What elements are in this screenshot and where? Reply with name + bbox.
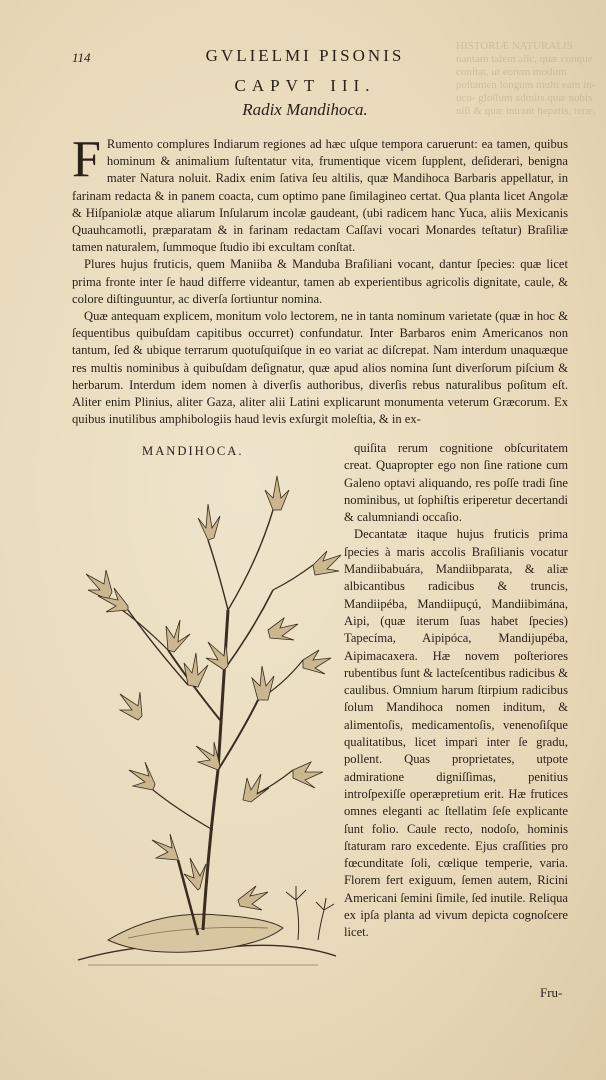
page-number: 114: [72, 50, 91, 65]
paragraph-3: Quæ antequam explicem, monitum volo lectorem, ne in tanta nominum varietate (quæ in hoc & ſequentibus quibuſdam capitibus occurret) confundatur. Inter Barbaros enim Americanos non tantum, ſed & ubique terrarum quotuſquiſque in eo variat ac diſcrepat. Nam interdum unaquæque res multis nominibus à quibuſdam deſignatur, quæ apud alios nomina ſunt diverſorum piſcium & herbarum. Interdum idem nomen à diverſis authoribus, diverſis rebus naturalibus poſitum eſt. Aliter enim Plinius, aliter Gaza, aliter alii Latini explicarunt monumenta veterum Græcorum. Ex quibus inutilibus amphibologiis haud levis exſurgit moleſtia, & in ex-: [72, 309, 568, 427]
paragraph-1: Rumento complures Indiarum regiones ad hæc uſque tempora caruerunt: ea tamen, quibus hominum & animalium ſuſtentatur vita, frumentique vicem ſupplent, deſiderari, benigna mater Natura noluit. Radix enim ſativa ſeu altilis, quæ Mandihoca Barbaris appellatur, in farinam redacta & in panem coacta, cum optimo pane ſimilagineo certat. Qua planta licet Angolæ & Hiſpaniolæ atque aliarum Inſularum incolæ gaudeant, (ubi radicem hanc Yuca, aliis Mexicanis Quauhcamotli, præparatam & in farinam redactam Caſſavi vocari Monardes teſtatur) Braſiliæ tamen naturalem, ſummoque ſtudio ibi excultam conſtat.: [72, 137, 568, 255]
right-column-text: [344, 440, 568, 942]
catchword: Fru-: [540, 985, 563, 1000]
running-head: GVLIELMI PISONIS: [205, 46, 405, 65]
paragraph-2: Plures hujus fruticis, quem Maniiba & Manduba Braſiliani vocant, dantur ſpecies: quæ licet prima fronte inter ſe haud differre videantur, tamen ab experientibus agricolis dignitate, caule, & colore diſtinguuntur, ac diverſa ſortiuntur nomina.: [72, 257, 568, 306]
main-text-block: [72, 131, 568, 428]
column-paragraph-1: quiſita rerum cognitione obſcuritatem creat. Quapropter ego non ſine ratione cum Galeno optavi aliquando, res poſſe tradi ſine nominibus, ut ſophiſtis eriperetur decertandi & calumniandi occaſio.: [344, 441, 568, 525]
column-paragraph-2: Decantatæ itaque hujus fruticis prima ſpecies à maris accolis Braſilianis vocatur Mandiibabuára, Mandiibparata, & aliæ albicantibus radicibus & truncis, Mandiipéba, Mandiipuçú, Mandiibimána, Aipi, (quæ iterum ſuas habet ſpecies) Tapecíma, Aipipóca, Mandijupéba, Aipimacaxera. Hæ novem poſteriores rubentibus ſunt & lacteſcentibus radicibus & caulibus. Omnium harum ſtirpium radicibus ſolum Mandihoca nomen inditum, & alimentoſis, medicamentoſis, venenoſiſque qualitatibus, licet impari inter ſe gradu, pollent. Quas proprietates, utpote admiratione digniſſimas, penitius introſpexiſſe operæpretium erit. Hæ frutices omnes eleganti ac ſtellatim ſeſe explicante ſunt folio. Caule recto, nodoſo, hominis ſtaturam raro excedente. Ejus craſſities pro fœcunditate ſoli, cœlique temperie, varia. Florem fert exiguum, ſemen autem, Ricini Americani ſemini ſimile, ſed inutile. Reliqua ex ipſa planta ad vivum depicta cognoſcere licet.: [344, 527, 568, 940]
figure-caption: MANDIHOCA.: [142, 444, 244, 458]
drop-cap: F: [72, 131, 101, 188]
chapter-heading: CAPVT III.: [234, 76, 376, 95]
bleed-through-text: HISTORIÆ NATURALIS nantam talem alic, quæ cunque conſtat, ut eorem modum poſtamen longum multi eam in-uco- gloſſum admits quæ nobis niſi & quæ intrant hepatis, teræ.: [456, 40, 596, 117]
chapter-subtitle: Radix Mandihoca.: [242, 100, 368, 119]
mandihoca-plant-illustration: [68, 470, 343, 980]
